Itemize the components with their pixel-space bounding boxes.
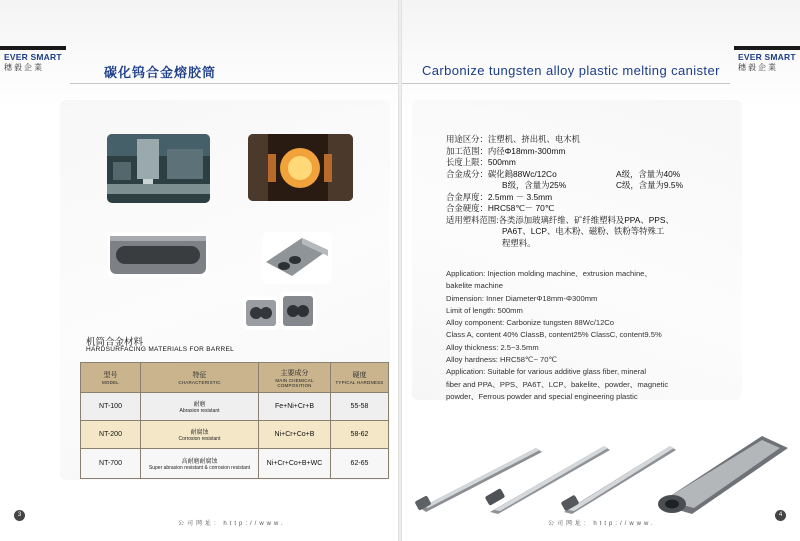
brand-logo [0, 46, 66, 76]
right-page [402, 0, 800, 541]
bimetallic-barrel-section-photo [108, 232, 208, 278]
spec-alloy-bc: B级，含量为25% C级，含量为9.5% [502, 180, 684, 190]
twin-barrel-end-photo-2 [280, 292, 316, 330]
heat-treatment-photo [248, 134, 353, 201]
table-row [81, 449, 389, 479]
spec-alloy-a: 合金成分：碳化鎢88Wc/12Co A级，含量为40% [446, 168, 681, 179]
cell-composition: Ni+Cr+Co+B+WC [259, 449, 331, 479]
cell-composition: Ni+Cr+Co+B [259, 421, 331, 449]
spec-plastics-2: PA6T、LCP、电木粉、磁粉、铁粉等特殊工 [502, 226, 665, 236]
spec-en-line: Alloy component: Carbonize tungsten 88Wc/12Co [446, 318, 615, 328]
spec-en-line: Alloy hardness: HRC58℃~ 70℃ [446, 355, 557, 365]
cell-characteristic: 耐磨 Abrasion resistant [141, 393, 259, 421]
cell-characteristic: 耐腐蚀 Corrosion resistant [141, 421, 259, 449]
specs-english [446, 268, 716, 403]
page-title-en: Carbonize tungsten alloy plastic melting canister [422, 63, 720, 78]
title-band [402, 58, 730, 84]
brand-name-cn: 穗毅企業 [738, 63, 778, 72]
brand-name-cn: 穗毅企業 [4, 63, 44, 72]
spec-range: 加工范围：内径Φ18mm-300mm [446, 145, 566, 156]
brand-name-en: EVER SMART [4, 52, 62, 62]
footer-url: 公司网址: http://www. [548, 521, 656, 527]
table-header-row [81, 363, 389, 393]
machining-photo [107, 134, 210, 203]
spec-length: 长度上限：500mm [446, 157, 516, 167]
cell-hardness: 55-58 [331, 393, 389, 421]
section-title-en: HARDSURFACING MATERIALS FOR BARREL [86, 346, 235, 353]
cell-hardness: 58-62 [331, 421, 389, 449]
page-title-cn: 碳化钨合金熔胶筒 [104, 65, 217, 80]
header-hardness: 硬度 TYPICAL HARDNESS [331, 363, 389, 393]
section-title-cn: 机筒合金材料 [86, 337, 144, 348]
spec-plastics-3: 程塑料。 [502, 237, 536, 248]
spec-en-line: bakelite machine [446, 281, 503, 291]
spec-usage: 用途区分：注塑机、挤出机、电木机 [446, 134, 580, 144]
spec-thickness: 合金厚度：2.5mm － 3.5mm [446, 191, 553, 202]
header-characteristic: 特征 CHARACTERISTIC [141, 363, 259, 393]
page-number: 4 [775, 510, 786, 521]
page-number: 3 [14, 510, 25, 521]
brand-logo [734, 46, 800, 76]
spec-en-line: fiber and PPA、PPS、PA6T、LCP、bakelite、powder、magnetic [446, 379, 669, 389]
table-row [81, 421, 389, 449]
twin-barrel-photo [262, 232, 332, 284]
cell-model: NT-700 [81, 449, 141, 479]
brand-name-en: EVER SMART [738, 52, 796, 62]
spec-en-line: Class A, content 40% ClassB, content25% ClassC, content9.5% [446, 330, 662, 340]
screw-barrel-photo [402, 420, 800, 515]
twin-barrel-end-photo-1 [243, 296, 279, 330]
cell-composition: Fe+Ni+Cr+B [259, 393, 331, 421]
spec-en-line: Application: Suitable for various additive glass fiber, mineral [446, 367, 647, 377]
spec-en-line: Dimension: Inner DiameterΦ18mm-Φ300mm [446, 293, 598, 303]
left-page [0, 0, 398, 541]
spec-en-line: Limit of length: 500mm [446, 305, 523, 315]
specs-chinese [446, 134, 746, 249]
spec-en-line: Application: Injection molding machine、extrusion machine、 [446, 269, 652, 278]
table-row [81, 393, 389, 421]
spec-plastics-1: 适用塑料范围:各类添加玻璃纤维、矿纤维塑料及PPA、PPS、 [446, 214, 674, 225]
title-band [70, 58, 398, 84]
spec-en-line: powder、Ferrous powder and special engineering plastic [446, 391, 638, 401]
cell-model: NT-200 [81, 421, 141, 449]
cell-characteristic: 高耐磨耐腐蚀 Super abrasion resistant & corrosion resistant [141, 449, 259, 479]
spec-en-line: Alloy thickness: 2.5~3.5mm [446, 342, 539, 352]
header-composition: 主要成分 MAIN CHEMICAL COMPOSITION [259, 363, 331, 393]
cell-hardness: 62-65 [331, 449, 389, 479]
cell-model: NT-100 [81, 393, 141, 421]
materials-table [80, 362, 389, 479]
footer-url: 公司网址: http://www. [178, 521, 286, 527]
header-model: 型号 MODEL [81, 363, 141, 393]
spec-hardness: 合金硬度：HRC58℃－ 70℃ [446, 203, 555, 213]
